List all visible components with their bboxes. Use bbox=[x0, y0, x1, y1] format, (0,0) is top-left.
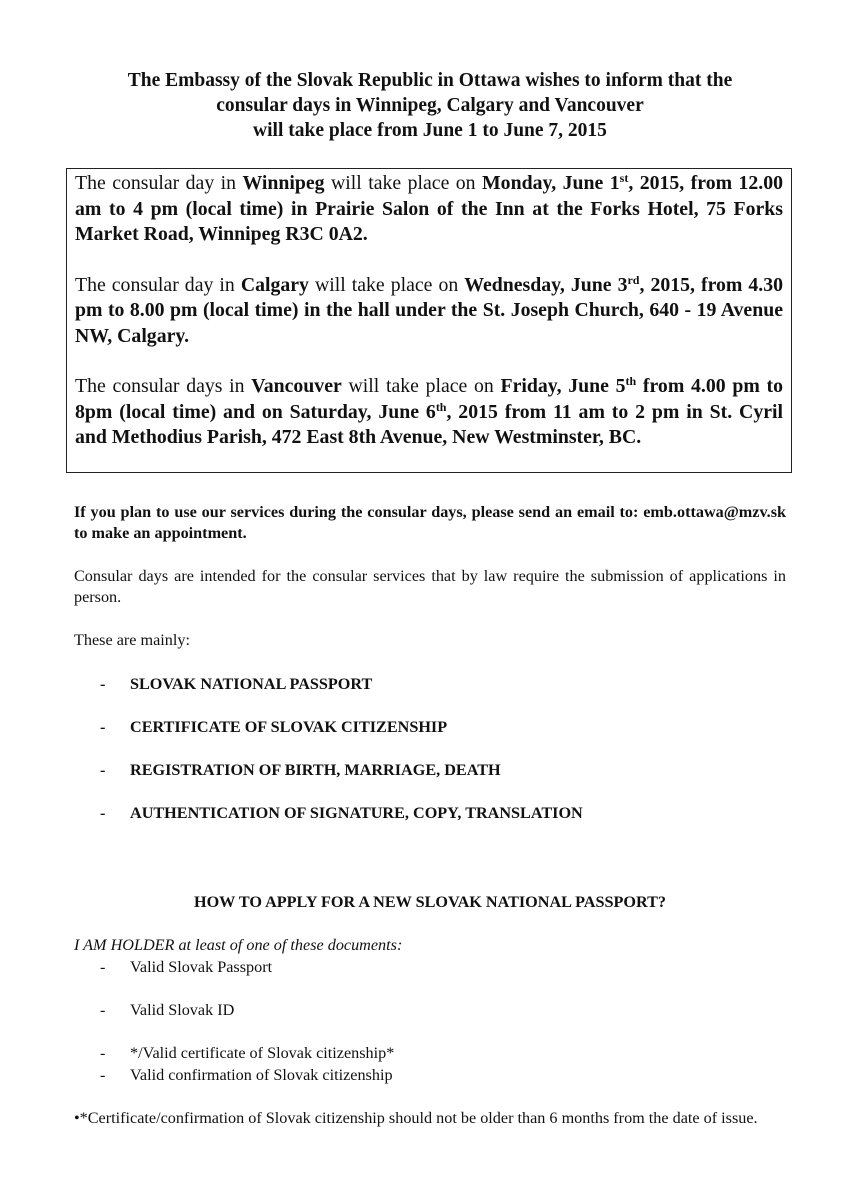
title-line-2: consular days in Winnipeg, Calgary and Vancouver bbox=[216, 95, 644, 116]
service-label: REGISTRATION OF BIRTH, MARRIAGE, DEATH bbox=[130, 761, 501, 779]
dash-bullet: - bbox=[100, 1066, 106, 1084]
document-title bbox=[74, 68, 786, 143]
service-item bbox=[100, 760, 501, 781]
document-label: Valid confirmation of Slovak citizenship bbox=[130, 1066, 393, 1084]
document-label: Valid Slovak Passport bbox=[130, 958, 273, 976]
calgary-paragraph bbox=[75, 273, 783, 350]
vancouver-sup-2: th bbox=[435, 399, 447, 414]
calgary-sup: rd bbox=[627, 272, 640, 287]
service-item bbox=[100, 674, 372, 695]
footnote: •*Certificate/confirmation of Slovak citizenship should not be older than 6 months from the date of issue. bbox=[74, 1109, 758, 1127]
document-item bbox=[100, 1000, 234, 1021]
mainly-label: These are mainly: bbox=[74, 631, 190, 649]
service-item bbox=[100, 717, 447, 738]
intro-paragraph: Consular days are intended for the consular services that by law require the submission of applications in person. bbox=[74, 567, 786, 606]
dash-bullet: - bbox=[100, 804, 106, 822]
calgary-city: Calgary bbox=[240, 273, 309, 296]
vancouver-details-1: from 4.00 pm to 8pm (local time) and on Saturday, June 6 bbox=[75, 375, 784, 423]
document-label: */Valid certificate of Slovak citizenship* bbox=[130, 1044, 395, 1062]
service-label: SLOVAK NATIONAL PASSPORT bbox=[130, 675, 373, 693]
calgary-details: , 2015, from 4.30 pm to 8.00 pm (local time) in the hall under the St. Joseph Church, 640 - 19 Avenue NW, Calgary. bbox=[75, 273, 783, 347]
calgary-pre: The consular day in bbox=[75, 273, 241, 296]
title-line-1: The Embassy of the Slovak Republic in Ottawa wishes to inform that the bbox=[127, 70, 733, 91]
document-item bbox=[100, 1065, 393, 1086]
vancouver-paragraph bbox=[75, 374, 783, 451]
winnipeg-city: Winnipeg bbox=[242, 172, 325, 194]
vancouver-pre: The consular days in bbox=[75, 375, 252, 397]
dash-bullet: - bbox=[100, 761, 106, 779]
document-item bbox=[100, 957, 272, 978]
service-label: CERTIFICATE OF SLOVAK CITIZENSHIP bbox=[130, 718, 448, 736]
calgary-date: Wednesday, June 3 bbox=[464, 273, 628, 296]
dash-bullet: - bbox=[100, 1044, 106, 1062]
winnipeg-details: , 2015, from 12.00 am to 4 pm (local time) in Prairie Salon of the Inn at the Forks Hotel, 75 Forks Market Road, Winnipeg R3C 0A2. bbox=[75, 172, 784, 245]
dash-bullet: - bbox=[100, 718, 106, 736]
vancouver-date-1: Friday, June 5 bbox=[500, 375, 626, 397]
calgary-mid: will take place on bbox=[308, 273, 465, 296]
dash-bullet: - bbox=[100, 1001, 106, 1019]
vancouver-city: Vancouver bbox=[251, 375, 342, 397]
holder-text: I AM HOLDER at least of one of these documents: bbox=[74, 936, 403, 954]
winnipeg-mid: will take place on bbox=[324, 172, 483, 194]
vancouver-mid: will take place on bbox=[341, 375, 501, 397]
vancouver-details-2: , 2015 from 11 am to 2 pm in St. Cyril and Methodius Parish, 472 East 8th Avenue, New Westminster, BC. bbox=[75, 400, 783, 448]
dash-bullet: - bbox=[100, 958, 106, 976]
service-item bbox=[100, 803, 583, 824]
winnipeg-date: Monday, June 1 bbox=[482, 172, 620, 194]
appointment-notice: If you plan to use our services during the consular days, please send an email to: emb.ottawa@mzv.sk to make an appointment. bbox=[74, 503, 786, 542]
winnipeg-pre: The consular day in bbox=[75, 172, 243, 194]
document-label: Valid Slovak ID bbox=[130, 1001, 235, 1019]
document-item bbox=[100, 1043, 394, 1064]
passport-heading: HOW TO APPLY FOR A NEW SLOVAK NATIONAL PASSPORT? bbox=[194, 893, 666, 911]
title-line-3: will take place from June 1 to June 7, 2015 bbox=[253, 120, 607, 141]
dash-bullet: - bbox=[100, 675, 106, 693]
winnipeg-paragraph bbox=[75, 171, 783, 248]
service-label: AUTHENTICATION OF SIGNATURE, COPY, TRANSLATION bbox=[130, 804, 583, 822]
vancouver-sup-1: th bbox=[625, 374, 637, 388]
winnipeg-sup: st bbox=[619, 171, 629, 185]
consular-days-box bbox=[66, 168, 792, 473]
